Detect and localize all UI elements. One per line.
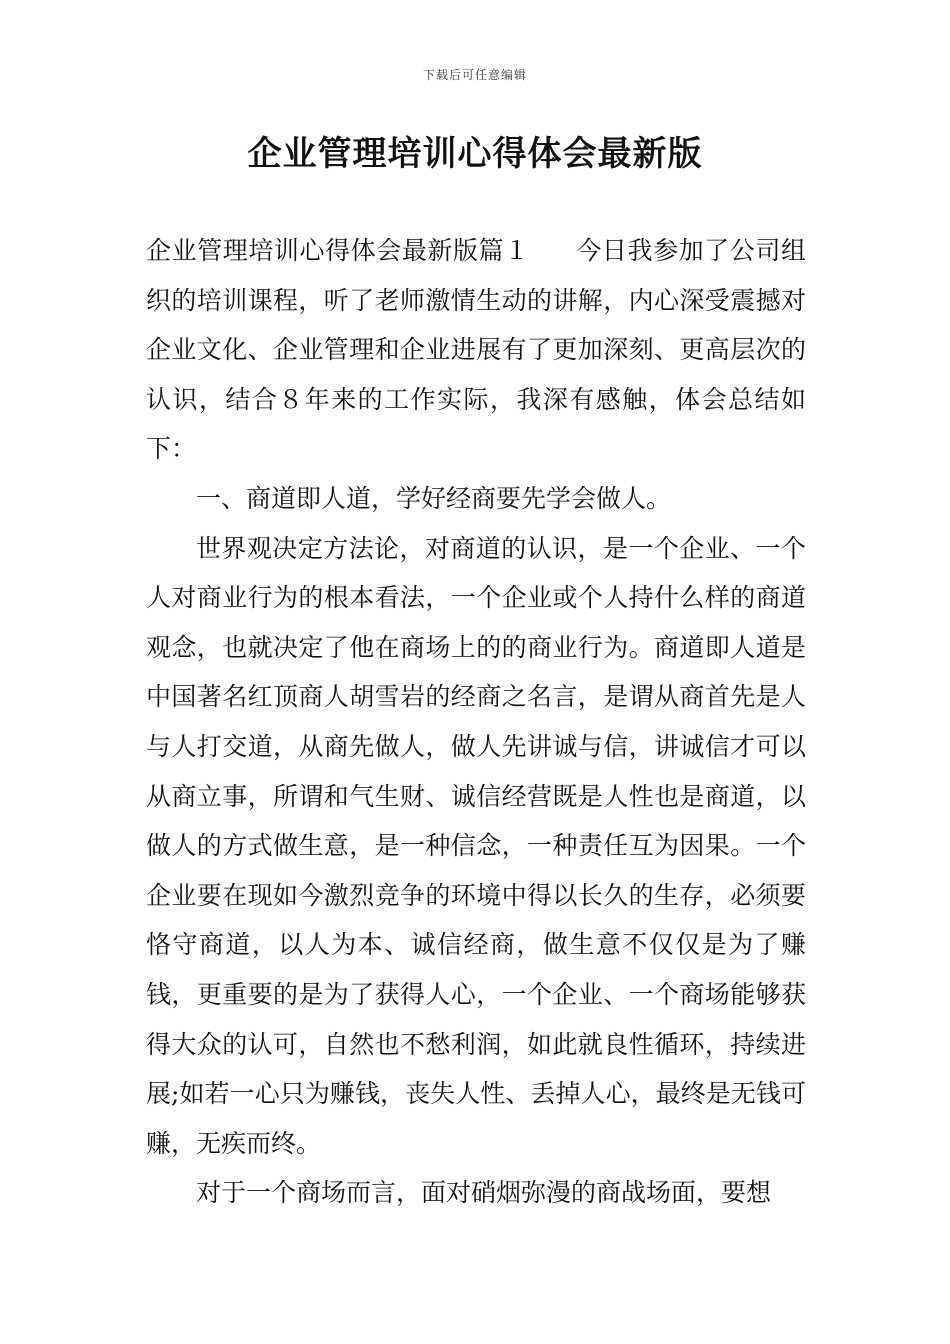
section-heading: 一、商道即人道，学好经商要先学会做人。 (196, 483, 672, 513)
header-note: 下载后可任意编辑 (422, 68, 527, 82)
document-body (146, 226, 806, 1218)
intro-paragraph (146, 226, 806, 474)
body-paragraph: 对于一个商场而言，面对硝烟弥漫的商战场面，要想 (196, 1178, 772, 1208)
body-paragraph: 世界观决定方法论，对商道的认识，是一个企业、一个人对商业行为的根本看法，一个企业或个人持什么样的商道观念，也就决定了他在商场上的的商业行为。商道即人道是中国著名红顶商人胡雪岩的经商之名言，是谓从商首先是人与人打交道，从商先做人，做人先讲诚与信，讲诚信才可以从商立事，所谓和气生财、诚信经营既是人性也是商道，以做人的方式做生意，是一种信念，一种责任互为因果。一个企业要在现如今激烈竞争的环境中得以长久的生存，必须要恪守商道，以人为本、诚信经商，做生意不仅仅是为了赚钱，更重要的是为了获得人心，一个企业、一个商场能够获得大众的认可，自然也不愁利润，如此就良性循环，持续进展;如若一心只为赚钱，丧失人性、丢掉人心，最终是无钱可赚，无疾而终。 (146, 533, 806, 1158)
section-label: 企业管理培训心得体会最新版篇１ (146, 236, 530, 265)
document-title: 企业管理培训心得体会最新版 (247, 134, 703, 174)
intro-text: 今日我参加了公司组织的培训课程，听了老师激情生动的讲解，内心深受震撼对企业文化、企业管理和企业进展有了更加深刻、更高层次的认识，结合８年来的工作实际，我深有感触，体会总结如下： (146, 236, 806, 464)
